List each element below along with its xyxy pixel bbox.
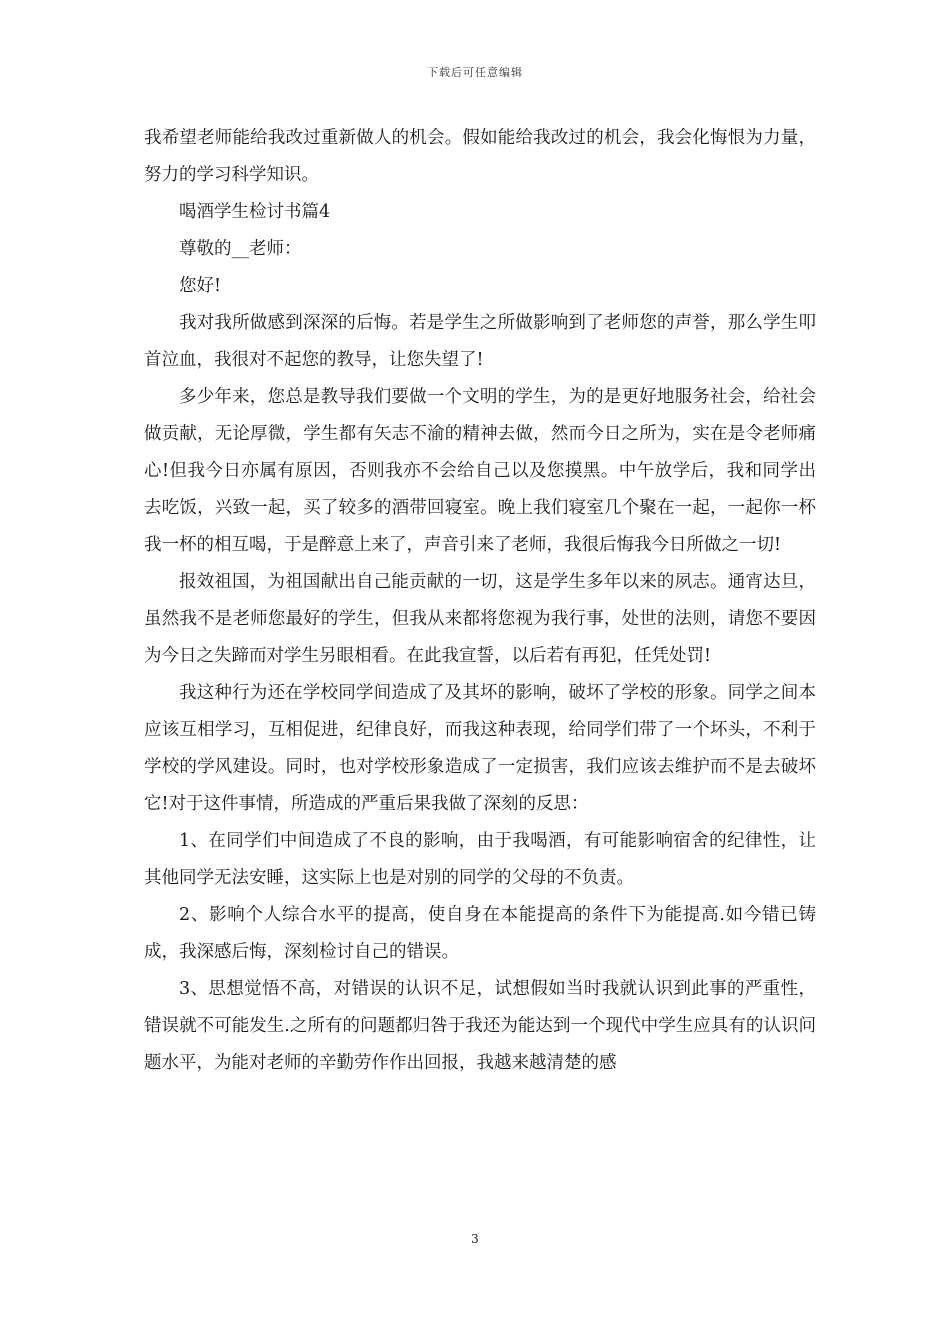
paragraph-continuation: 我希望老师能给我改过重新做人的机会。假如能给我改过的机会，我会化悔恨为力量，努力的学习科学知识。 [144,128,816,185]
list-item: 1、在同学们中间造成了不良的影响，由于我喝酒，有可能影响宿舍的纪律性，让其他同学无法安睡，这实际上也是对别的同学的父母的不负责。 [144,831,816,888]
paragraph: 我这种行为还在学校同学间造成了及其坏的影响，破坏了学校的形象。同学之间本应该互相学习，互相促进，纪律良好，而我这种表现，给同学们带了一个坏头，不利于学校的学风建设。同时，也对学校形象造成了一定损害，我们应该去维护而不是去破坏它!对于这件事情，所造成的严重后果我做了深刻的反思： [144,683,816,814]
page-number: 3 [471,1232,479,1246]
section-title: 喝酒学生检讨书篇4 [179,202,331,222]
page-header: 下载后可任意编辑 [427,66,523,79]
list-item: 2、影响个人综合水平的提高，使自身在本能提高的条件下为能提高.如今错已铸成，我深感后悔，深刻检讨自己的错误。 [144,905,816,962]
paragraph: 报效祖国，为祖国献出自己能贡献的一切，这是学生多年以来的夙志。通宵达旦，虽然我不是老师您最好的学生，但我从来都将您视为我行事，处世的法则，请您不要因为今日之失蹄而对学生另眼相看。在此我宣誓，以后若有再犯，任凭处罚! [144,572,816,666]
document-body [144,120,816,1082]
list-item: 3、思想觉悟不高，对错误的认识不足，试想假如当时我就认识到此事的严重性，错误就不可能发生.之所有的问题都归咎于我还为能达到一个现代中学生应具有的认识问题水平，为能对老师的辛勤劳作作出回报，我越来越清楚的感 [144,979,816,1073]
salutation: 尊敬的__老师： [179,239,302,259]
paragraph: 多少年来，您总是教导我们要做一个文明的学生，为的是更好地服务社会，给社会做贡献，无论厚微，学生都有矢志不渝的精神去做，然而今日之所为，实在是令老师痛心!但我今日亦属有原因，否则我亦不会给自己以及您摸黑。中午放学后，我和同学出去吃饭，兴致一起，买了较多的酒带回寝室。晚上我们寝室几个聚在一起，一起你一杯我一杯的相互喝，于是醉意上来了，声音引来了老师，我很后悔我今日所做之一切! [144,387,816,555]
paragraph: 我对我所做感到深深的后悔。若是学生之所做影响到了老师您的声誉，那么学生叩首泣血，我很对不起您的教导，让您失望了! [144,313,816,370]
greeting: 您好! [179,276,222,296]
